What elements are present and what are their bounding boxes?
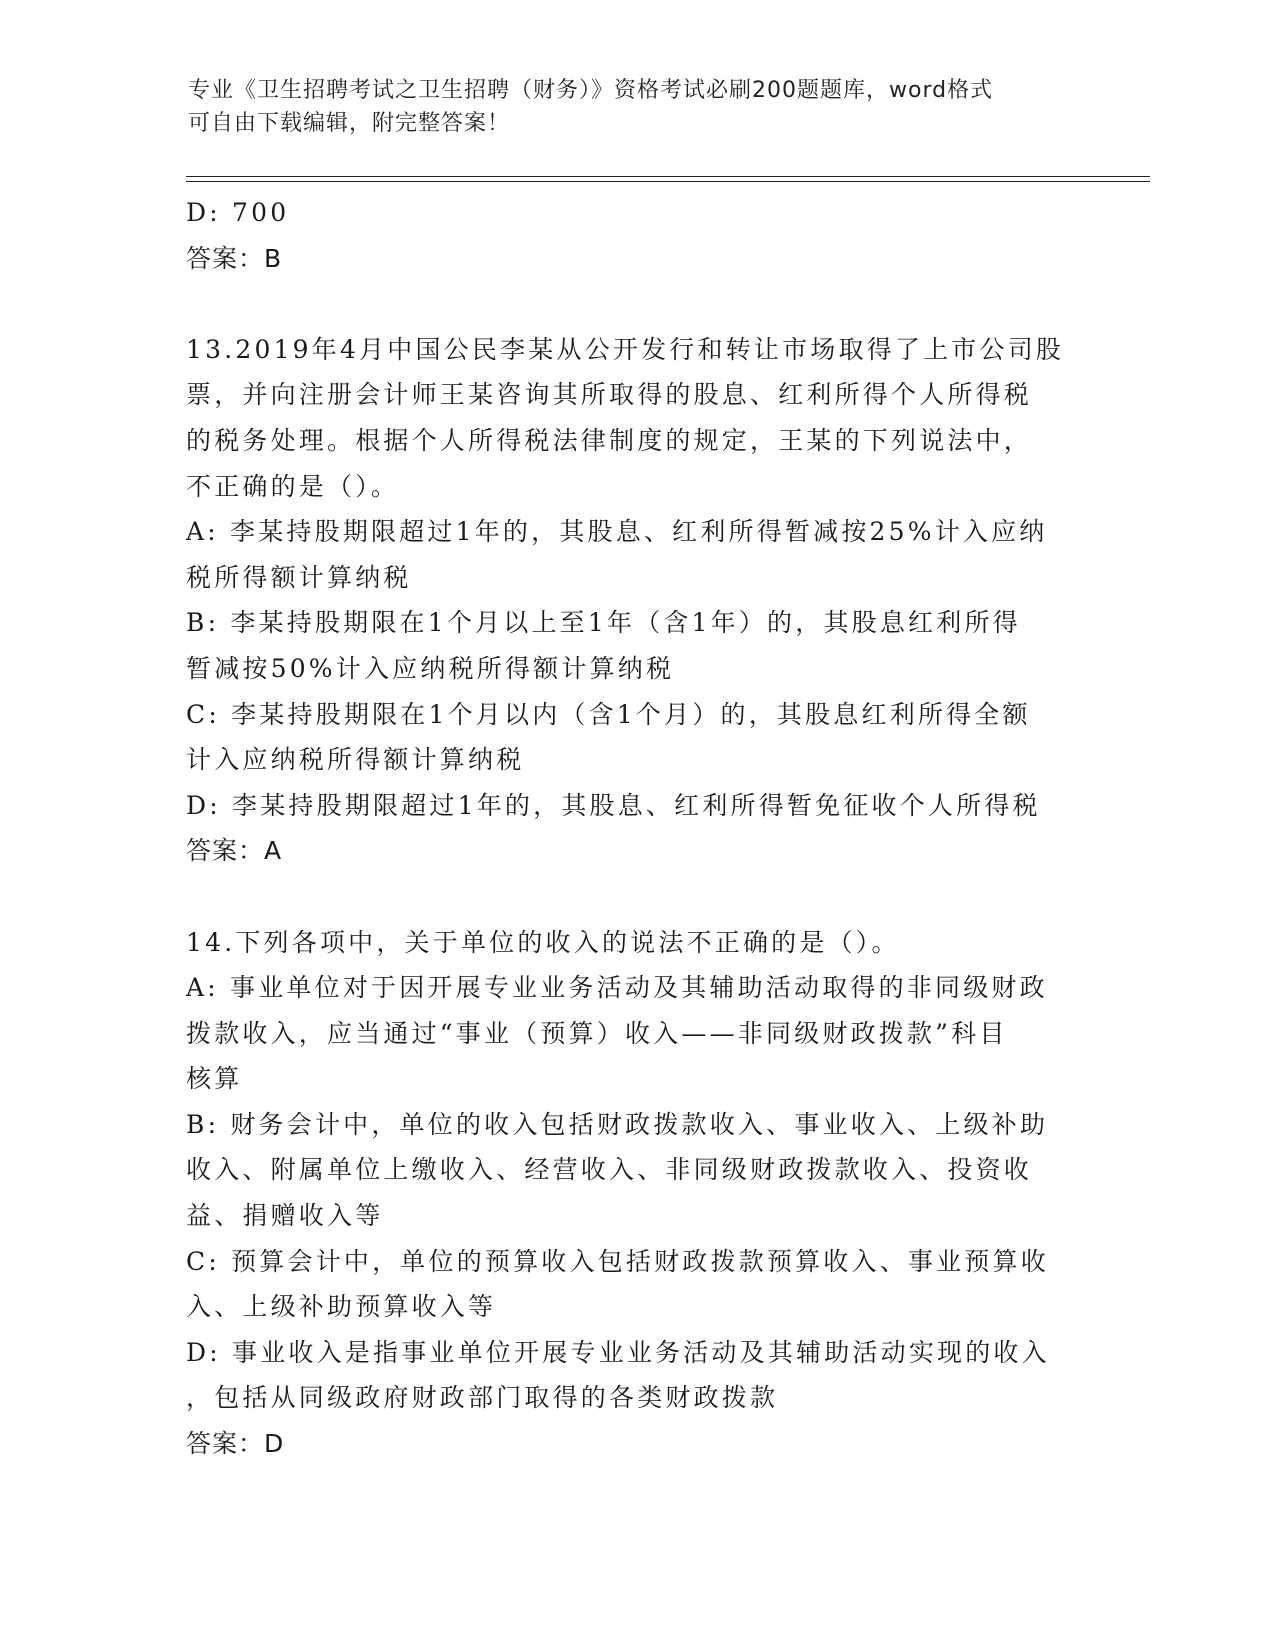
option-b: B: 财务会计中，单位的收入包括财政拨款收入、事业收入、上级补助 <box>186 1109 1049 1139</box>
header-divider-bottom <box>186 181 1150 182</box>
option-c-cont: 入、上级补助预算收入等 <box>186 1292 497 1322</box>
option-b-cont: 益、捐赠收入等 <box>186 1201 384 1231</box>
question-stem-line: 的税务处理。根据个人所得税法律制度的规定，王某的下列说法中， <box>186 425 1033 455</box>
option-d: D: 李某持股期限超过1年的，其股息、红利所得暂免征收个人所得税 <box>186 790 1041 820</box>
option-a-cont: 核算 <box>186 1064 243 1094</box>
option-d: D: 事业收入是指事业单位开展专业业务活动及其辅助活动实现的收入 <box>186 1337 1050 1367</box>
question-stem-line: 13.2019年4月中国公民李某从公开发行和转让市场取得了上市公司股 <box>186 334 1065 364</box>
spacer <box>186 281 1086 327</box>
question-stem-line: 14.下列各项中，关于单位的收入的说法不正确的是（）。 <box>186 927 900 957</box>
document-body <box>186 190 1086 1467</box>
option-b-cont: 暂减按50%计入应纳税所得额计算纳税 <box>186 653 675 683</box>
header-line-2: 可自由下载编辑，附完整答案！ <box>188 111 511 136</box>
option-a: A: 事业单位对于因开展专业业务活动及其辅助活动取得的非同级财政 <box>186 973 1048 1003</box>
previous-question-tail <box>186 190 1086 281</box>
option-c: C: 预算会计中，单位的预算收入包括财政拨款预算收入、事业预算收 <box>186 1246 1049 1276</box>
question-14 <box>186 920 1086 1467</box>
option-a: A: 李某持股期限超过1年的，其股息、红利所得暂减按25%计入应纳 <box>186 517 1048 547</box>
question-stem-line: 票，并向注册会计师王某咨询其所取得的股息、红利所得个人所得税 <box>186 380 1033 410</box>
answer-line: 答案：B <box>186 243 283 273</box>
answer-line: 答案：A <box>186 836 283 866</box>
question-stem-line: 不正确的是（）。 <box>186 471 400 501</box>
option-d-cont: ，包括从同级政府财政部门取得的各类财政拨款 <box>186 1383 779 1413</box>
option-c: C: 李某持股期限在1个月以内（含1个月）的，其股息红利所得全额 <box>186 699 1031 729</box>
option-a-cont: 税所得额计算纳税 <box>186 562 412 592</box>
option-c-cont: 计入应纳税所得额计算纳税 <box>186 745 525 775</box>
option-b: B: 李某持股期限在1个月以上至1年（含1年）的，其股息红利所得 <box>186 608 1021 638</box>
question-13 <box>186 327 1086 874</box>
header-divider-top <box>186 176 1150 177</box>
option-a-cont: 拨款收入，应当通过“事业（预算）收入——非同级财政拨款”科目 <box>186 1018 1008 1048</box>
page-header <box>188 74 1088 140</box>
header-line-1: 专业《卫生招聘考试之卫生招聘（财务）》资格考试必刷200题题库，word格式 <box>188 78 994 103</box>
spacer <box>186 874 1086 920</box>
option-b-cont: 收入、附属单位上缴收入、经营收入、非同级财政拨款收入、投资收 <box>186 1155 1033 1185</box>
option-d: D: 700 <box>186 198 290 227</box>
answer-line: 答案：D <box>186 1429 285 1459</box>
